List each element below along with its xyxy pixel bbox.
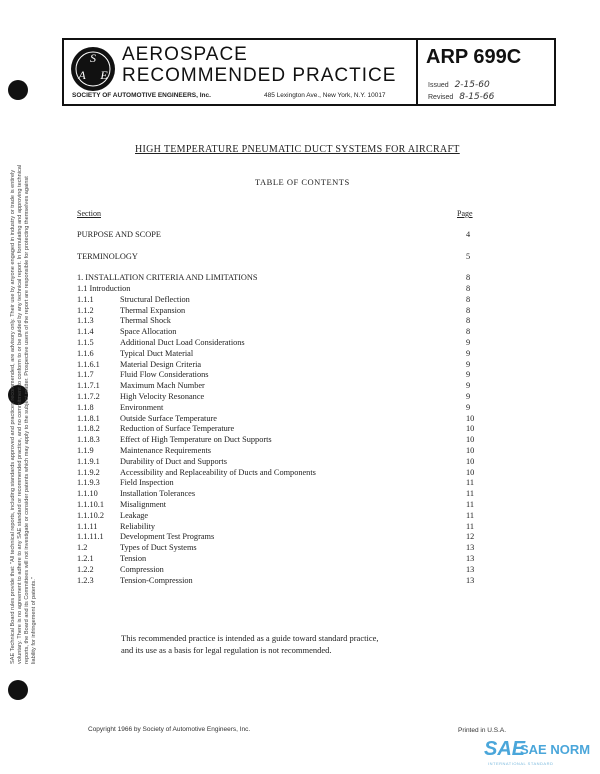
watermark-mark: SAE <box>484 738 526 760</box>
toc-entry-number: 1.1.11.1 <box>77 532 104 542</box>
toc-entry <box>0 272 600 283</box>
document-title: HIGH TEMPERATURE PNEUMATIC DUCT SYSTEMS FOR AIRCRAFT <box>135 144 460 155</box>
toc-entry-page: 11 <box>466 500 474 509</box>
toc-entry-number: 1.1.8.3 <box>77 435 100 445</box>
issued-label: Issued <box>428 82 449 89</box>
toc-entry <box>0 391 600 402</box>
toc-entry-number: 1.1.8 <box>77 402 94 412</box>
toc-entry-label: Effect of High Temperature on Duct Supports <box>120 435 272 445</box>
toc-entry-number: 1.1.8.1 <box>77 413 100 423</box>
sae-logo-icon <box>70 46 116 92</box>
toc-entry <box>0 283 600 294</box>
toc-entry-page: 8 <box>466 284 471 293</box>
toc-entry-number: 1.2 <box>77 543 88 553</box>
toc-entry-page: 9 <box>466 392 471 401</box>
toc-entry <box>0 521 600 532</box>
toc-entry-label: Field Inspection <box>120 478 174 488</box>
toc-entry-number: 1.1.4 <box>77 327 94 337</box>
toc-entry-page: 11 <box>466 521 474 531</box>
toc-entry-page: 9 <box>466 359 471 369</box>
revised-line <box>428 92 494 102</box>
toc-entry-number: 1.1.9.2 <box>77 467 100 477</box>
toc-entry <box>0 488 600 499</box>
svg-text:A: A <box>78 68 86 82</box>
toc-entry <box>0 326 600 337</box>
issued-date: 2-15-60 <box>454 80 490 90</box>
society-name: SOCIETY OF AUTOMOTIVE ENGINEERS, Inc. <box>72 92 211 99</box>
toc-entry-number: 1.1.11 <box>77 521 98 531</box>
toc-entry <box>0 337 600 348</box>
toc-entry-number: 1.1.6.1 <box>77 359 100 369</box>
punch-hole-top <box>8 80 28 100</box>
section-column-header: Section <box>77 209 101 218</box>
toc-entry-page: 9 <box>466 370 471 380</box>
toc-entry-label: Additional Duct Load Considerations <box>120 338 245 347</box>
toc-entry <box>0 229 600 240</box>
toc-entry-number: 1.1.9.3 <box>77 478 100 488</box>
page-column-header: Page <box>457 209 473 218</box>
toc-entry-label: Structural Deflection <box>120 294 190 304</box>
toc-entry-number: 1.1.7.2 <box>77 392 100 401</box>
toc-entry-label: 1.1 Introduction <box>77 284 131 293</box>
toc-entry <box>0 348 600 359</box>
toc-entry-page: 9 <box>466 348 471 358</box>
svg-text:E: E <box>100 68 108 82</box>
toc-entry <box>0 575 600 586</box>
toc-entry-page: 12 <box>466 532 475 542</box>
toc-entry-page: 8 <box>466 327 471 337</box>
toc-entry <box>0 413 600 424</box>
toc-entry-page: 10 <box>466 424 475 434</box>
toc-entry-label: Installation Tolerances <box>120 489 196 499</box>
toc-entry-label: Accessibility and Replaceability of Ducts and Components <box>120 467 316 477</box>
toc-entry-label: Reliability <box>120 521 156 531</box>
toc-entry-page: 9 <box>466 402 471 412</box>
toc-entry-page: 8 <box>466 294 471 304</box>
toc-entry-number: 1.1.9 <box>77 446 94 455</box>
toc-entry-number: 1.1.8.2 <box>77 424 100 434</box>
toc-entry-number: 1.1.3 <box>77 316 94 326</box>
toc-entry-label: 1. INSTALLATION CRITERIA AND LIMITATIONS <box>77 273 258 282</box>
toc-entry-label: Compression <box>120 564 164 574</box>
toc-entry-label: Types of Duct Systems <box>120 543 197 553</box>
revised-label: Revised <box>428 94 454 101</box>
copyright: Copyright 1966 by Society of Automotive Engineers, Inc. <box>88 726 251 733</box>
toc-entry-number: 1.1.7 <box>77 370 94 380</box>
toc-entry <box>0 542 600 553</box>
toc-entry <box>0 369 600 380</box>
toc-entry <box>0 423 600 434</box>
toc-entry-label: Environment <box>120 402 164 412</box>
toc-entry-page: 13 <box>466 554 475 563</box>
toc-entry-page: 11 <box>466 478 474 488</box>
toc-entry-label: Maximum Mach Number <box>120 381 205 391</box>
toc-entry-page: 13 <box>466 543 475 553</box>
usage-note <box>121 632 379 656</box>
watermark-subtext: INTERNATIONAL STANDARD <box>488 761 554 766</box>
toc-entry-number: 1.1.2 <box>77 305 94 315</box>
toc-entry-number: 1.2.1 <box>77 554 94 563</box>
toc-entry-label: Misalignment <box>120 500 167 509</box>
toc-entry-page: 11 <box>466 489 474 499</box>
toc-entry-label: Tension-Compression <box>120 575 193 585</box>
toc-entry <box>0 445 600 456</box>
title-line1: AEROSPACE <box>122 44 248 65</box>
note-line-1: This recommended practice is intended as a guide toward standard practice, <box>121 633 379 643</box>
toc-title: TABLE OF CONTENTS <box>255 177 350 187</box>
document-header <box>62 38 556 106</box>
toc-entry <box>0 510 600 521</box>
revised-date: 8-15-66 <box>459 92 495 102</box>
toc-entry-page: 9 <box>466 338 471 347</box>
toc-entry-page: 4 <box>466 230 471 239</box>
svg-text:S: S <box>90 51 96 65</box>
toc-entry-page: 13 <box>466 575 475 585</box>
toc-entry <box>0 305 600 316</box>
toc-entry <box>0 434 600 445</box>
toc-entry-number: 1.1.6 <box>77 348 94 358</box>
toc-entry-label: Fluid Flow Considerations <box>120 370 209 380</box>
toc-entry <box>0 499 600 510</box>
header-divider <box>416 40 418 104</box>
toc-entry-label: Thermal Shock <box>120 316 171 326</box>
toc-entry-label: Thermal Expansion <box>120 305 186 315</box>
toc-entry-page: 5 <box>466 252 471 261</box>
toc-entry-number: 1.1.10 <box>77 489 98 499</box>
toc-entry-number: 1.1.10.2 <box>77 510 104 520</box>
toc-entry-label: Leakage <box>120 510 149 520</box>
toc-entry-page: 10 <box>466 456 475 466</box>
toc-entry-number: 1.1.1 <box>77 294 94 304</box>
toc-entry <box>0 477 600 488</box>
toc-entry-page: 9 <box>466 381 471 391</box>
toc-entry-label: Maintenance Requirements <box>120 446 212 455</box>
toc-entry-page: 8 <box>466 273 471 282</box>
toc-entry-label: Material Design Criteria <box>120 359 202 369</box>
aerospace-title <box>122 44 396 86</box>
toc-entry <box>0 456 600 467</box>
note-line-2: and its use as a basis for legal regulation is not recommended. <box>121 645 332 655</box>
toc-entry-number: 1.1.5 <box>77 338 94 347</box>
toc-entry <box>0 467 600 478</box>
toc-entry-page: 8 <box>466 316 471 326</box>
sae-norm-watermark <box>484 738 594 768</box>
toc-entry <box>0 359 600 370</box>
doc-number: ARP 699C <box>426 46 522 68</box>
society-address: 485 Lexington Ave., New York, N.Y. 10017 <box>264 92 386 99</box>
toc-entry-label: Durability of Duct and Supports <box>120 456 227 466</box>
toc-entry-page: 13 <box>466 564 475 574</box>
side-notice: SAE Technical Board rules provide that: "All technical reports, including standards approved and practices recommended, are advisory only. Their use by anyone engaged in industry or trade is entirely voluntary. There is no agreement to adhere to any SAE standard or recommended practice, and no commitment to conform to or be guided by any technical report. In formulating and approving technical reports, the Board and its Committees will not investigate or consider patents which may apply to the subject matter. Prospective users of the report are responsible for protecting themselves against liability for infringement of patents." <box>10 164 37 664</box>
toc-entry-page: 10 <box>466 435 475 445</box>
toc-entry-label: High Velocity Resonance <box>120 392 205 401</box>
toc-entry-label: Tension <box>120 554 147 563</box>
toc-entry <box>0 402 600 413</box>
toc-entry <box>0 315 600 326</box>
toc-entry-page: 10 <box>466 467 475 477</box>
toc-entry-number: 1.1.9.1 <box>77 456 100 466</box>
toc-entry-number: 1.1.7.1 <box>77 381 100 391</box>
printed-in: Printed in U.S.A. <box>458 727 507 734</box>
title-line2: RECOMMENDED PRACTICE <box>122 65 397 86</box>
toc-entry <box>0 531 600 542</box>
toc-entry <box>0 553 600 564</box>
punch-hole-bottom <box>8 680 28 700</box>
toc-entry <box>0 380 600 391</box>
toc-entry-number: 1.1.10.1 <box>77 500 104 509</box>
toc-entry <box>0 564 600 575</box>
toc-entry-label: Outside Surface Temperature <box>120 413 217 423</box>
toc-entry-number: 1.2.3 <box>77 575 94 585</box>
toc-entry-label: TERMINOLOGY <box>77 252 138 261</box>
watermark-text: SAE NORM <box>520 742 591 757</box>
toc-entry-label: Space Allocation <box>120 327 177 337</box>
toc-entry <box>0 294 600 305</box>
toc-entry <box>0 251 600 262</box>
toc-entry-label: Typical Duct Material <box>120 348 194 358</box>
toc-entry-page: 11 <box>466 510 474 520</box>
toc-entry-page: 8 <box>466 305 471 315</box>
toc-entry-label: PURPOSE AND SCOPE <box>77 230 161 239</box>
toc-entry-label: Reduction of Surface Temperature <box>120 424 235 434</box>
toc-entry-page: 10 <box>466 413 475 423</box>
toc-entry-label: Development Test Programs <box>120 532 215 542</box>
issued-line <box>428 80 490 90</box>
toc-entry-page: 10 <box>466 446 475 455</box>
toc-entry-number: 1.2.2 <box>77 564 94 574</box>
